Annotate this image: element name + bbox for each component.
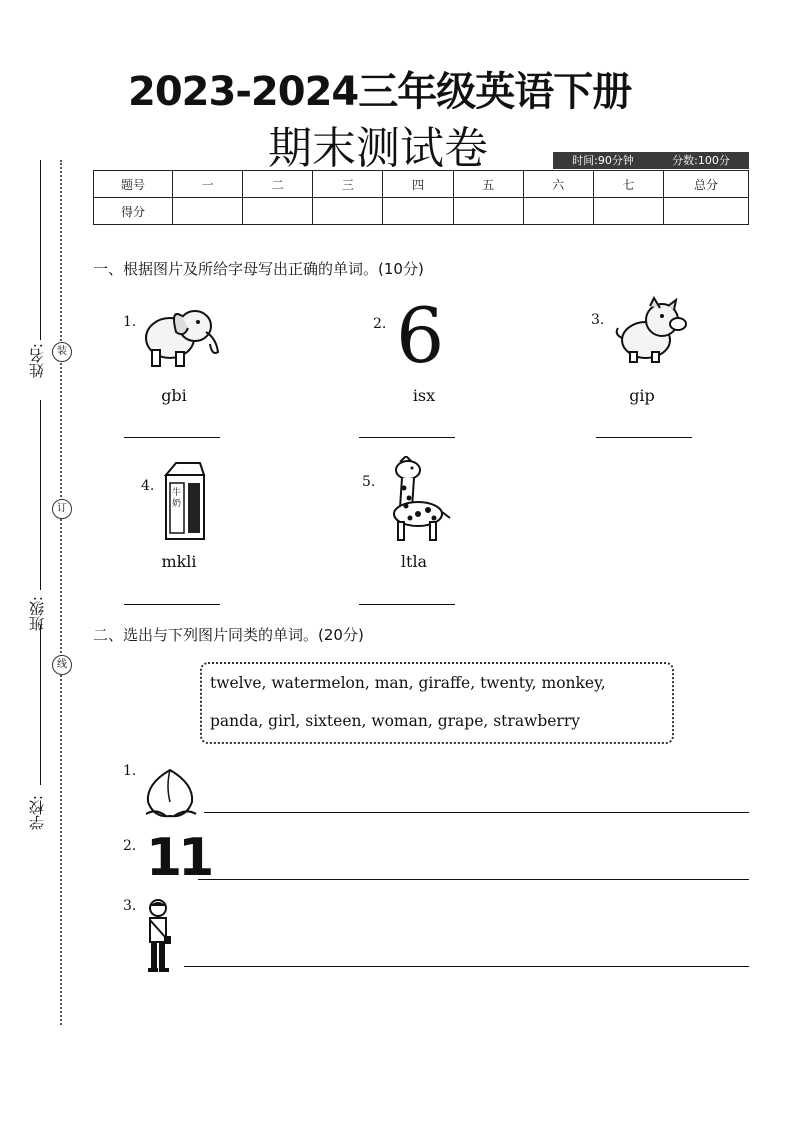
pig-picture	[612, 294, 696, 368]
answer-line[interactable]	[596, 437, 692, 438]
binding-mark-ding: 订	[52, 499, 72, 519]
score-table-cell: 六	[523, 171, 593, 198]
name-underline	[40, 160, 41, 340]
scrambled-word: gip	[629, 386, 655, 405]
section2-title: 二、选出与下列图片同类的单词。(20分)	[93, 626, 364, 644]
number-picture: 11	[146, 828, 211, 888]
scrambled-word: mkli	[161, 552, 197, 571]
item-number: 3.	[591, 312, 605, 328]
peach-picture	[140, 764, 200, 822]
answer-line[interactable]	[184, 966, 749, 967]
score-input-cell[interactable]	[523, 198, 593, 225]
item-number: 2.	[123, 838, 137, 854]
binding-dotted-line	[60, 160, 62, 1025]
score-input-cell[interactable]	[173, 198, 243, 225]
score-input-cell[interactable]	[664, 198, 749, 225]
score-input-cell[interactable]	[593, 198, 663, 225]
exam-info-bar	[553, 152, 749, 169]
binding-mark-xian: 线	[52, 655, 72, 675]
score-table-cell: 二	[243, 171, 313, 198]
answer-line[interactable]	[124, 604, 220, 605]
answer-line[interactable]	[359, 437, 455, 438]
class-underline	[40, 400, 41, 590]
milk-carton-label: 牛奶	[172, 488, 182, 509]
milk-carton-picture	[160, 461, 210, 543]
school-underline	[40, 625, 41, 785]
word-bank-line: panda, girl, sixteen, woman, grape, strawberry	[210, 712, 580, 730]
score-table	[93, 170, 749, 225]
binding-mark-zhuang: 装	[52, 342, 72, 362]
word-bank-box	[200, 662, 674, 744]
score-table-score-row	[94, 198, 749, 225]
answer-line[interactable]	[359, 604, 455, 605]
score-table-cell: 题号	[94, 171, 173, 198]
item-number: 3.	[123, 898, 137, 914]
elephant-picture	[140, 298, 222, 370]
item-number: 5.	[362, 474, 376, 490]
answer-line[interactable]	[198, 879, 749, 880]
item-number: 2.	[373, 316, 387, 332]
answer-line[interactable]	[124, 437, 220, 438]
scrambled-word: ltla	[400, 552, 428, 571]
page-subtitle: 期末测试卷	[268, 123, 488, 174]
school-label: 学校:	[28, 795, 46, 831]
score-input-cell[interactable]	[313, 198, 383, 225]
number-picture: 6	[396, 291, 445, 380]
item-number: 1.	[123, 314, 137, 330]
score-table-cell: 总分	[664, 171, 749, 198]
page-title: 2023-2024三年级英语下册	[128, 69, 632, 115]
item-number: 4.	[141, 478, 155, 494]
score-table-cell: 四	[383, 171, 453, 198]
score-input-cell[interactable]	[383, 198, 453, 225]
word-bank-line: twelve, watermelon, man, giraffe, twenty, monkey,	[210, 674, 606, 692]
scrambled-word: isx	[412, 386, 436, 405]
score-table-cell: 得分	[94, 198, 173, 225]
name-label: 姓名:	[28, 343, 46, 379]
boy-picture	[142, 898, 176, 978]
item-number: 1.	[123, 763, 137, 779]
score-info: 分数:100分	[672, 154, 730, 167]
score-table-cell: 七	[593, 171, 663, 198]
score-table-cell: 三	[313, 171, 383, 198]
score-table-cell: 五	[453, 171, 523, 198]
score-input-cell[interactable]	[243, 198, 313, 225]
score-table-cell: 一	[173, 171, 243, 198]
score-input-cell[interactable]	[453, 198, 523, 225]
answer-line[interactable]	[204, 812, 749, 813]
class-label: 班级:	[28, 596, 46, 632]
score-table-header-row	[94, 171, 749, 198]
time-info: 时间:90分钟	[572, 154, 634, 167]
giraffe-picture	[382, 456, 454, 544]
section1-title: 一、根据图片及所给字母写出正确的单词。(10分)	[93, 260, 424, 278]
scrambled-word: gbi	[161, 386, 187, 405]
